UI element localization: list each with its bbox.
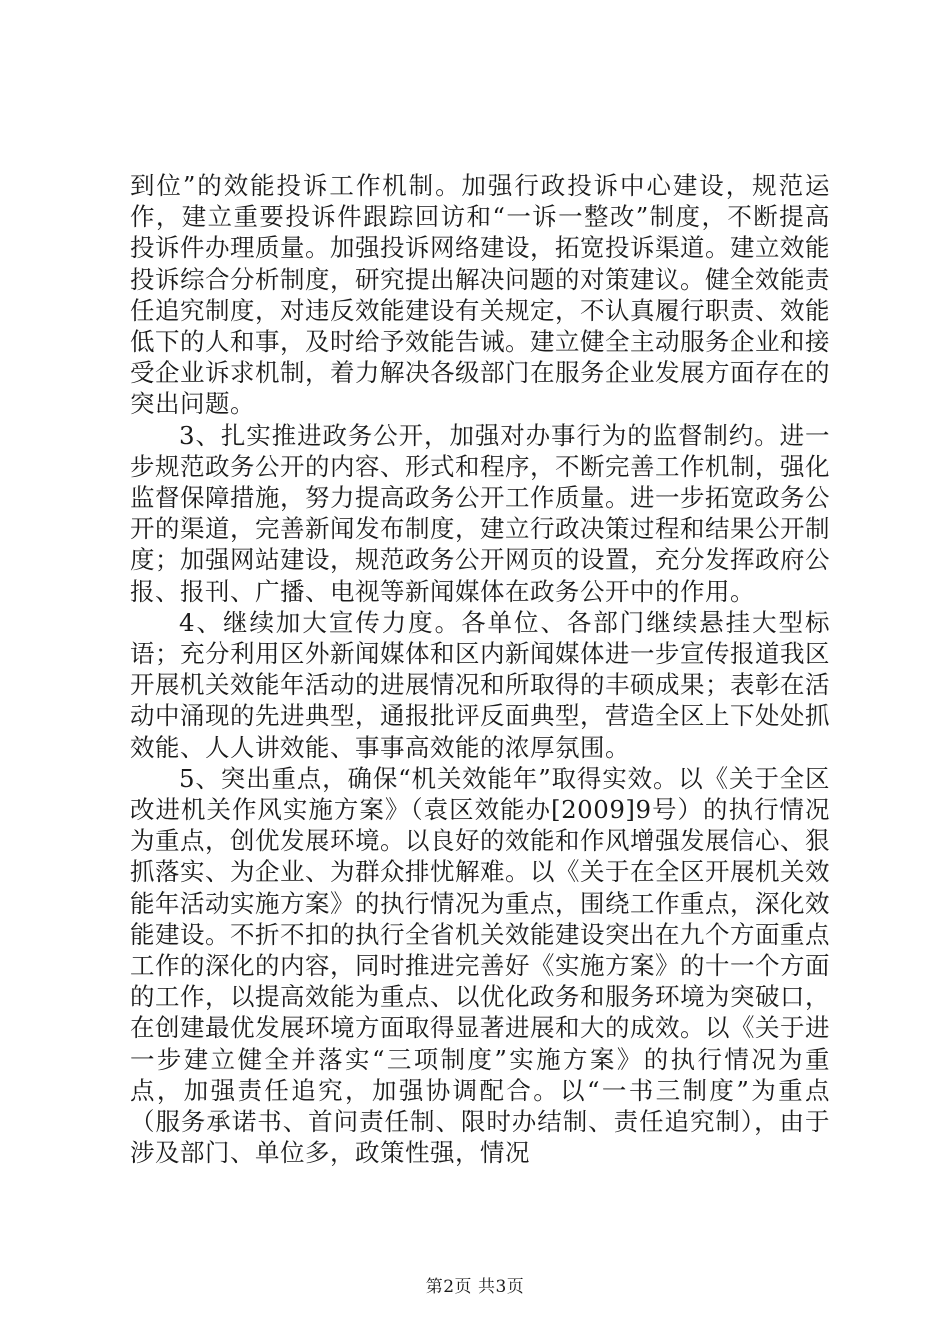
paragraph-continued: 到位”的效能投诉工作机制。加强行政投诉中心建设，规范运作，建立重要投诉件跟踪回访和“一诉一整改”制度，不断提高投诉件办理质量。加强投诉网络建设，拓宽投诉渠道。建立效能投诉综合分析制度，研究提出解决问题的对策建议。健全效能责任追究制度，对违反效能建设有关规定，不认真履行职责、效能低下的人和事，及时给予效能告诫。建立健全主动服务企业和接受企业诉求机制，着力解决各级部门在服务企业发展方面存在的突出问题。 [130, 171, 830, 419]
paragraph-item-5: 5、突出重点，确保“机关效能年”取得实效。以《关于全区改进机关作风实施方案》（袁区效能办[2009]9号）的执行情况为重点，创优发展环境。以良好的效能和作风增强发展信心、狠抓落实、为企业、为群众排忧解难。以《关于在全区开展机关效能年活动实施方案》的执行情况为重点，围绕工作重点，深化效能建设。不折不扣的执行全省机关效能建设突出在九个方面重点工作的深化的内容，同时推进完善好《实施方案》的十一个方面的工作，以提高效能为重点、以优化政务和服务环境为突破口，在创建最优发展环境方面取得显著进展和大的成效。以《关于进一步建立健全并落实“三项制度”实施方案》的执行情况为重点，加强责任追究，加强协调配合。以“一书三制度”为重点（服务承诺书、首问责任制、限时办结制、责任追究制），由于涉及部门、单位多，政策性强，情况 [130, 763, 830, 1168]
paragraph-item-4: 4、继续加大宣传力度。各单位、各部门继续悬挂大型标语；充分利用区外新闻媒体和区内新闻媒体进一步宣传报道我区开展机关效能年活动的进展情况和所取得的丰硕成果；表彰在活动中涌现的先进典型，通报批评反面典型，营造全区上下处处抓效能、人人讲效能、事事高效能的浓厚氛围。 [130, 607, 830, 762]
paragraph-item-3: 3、扎实推进政务公开，加强对办事行为的监督制约。进一步规范政务公开的内容、形式和程序，不断完善工作机制，强化监督保障措施，努力提高政务公开工作质量。进一步拓宽政务公开的渠道，完善新闻发布制度，建立行政决策过程和结果公开制度；加强网站建设，规范政务公开网页的设置，充分发挥政府公报、报刊、广播、电视等新闻媒体在政务公开中的作用。 [130, 420, 830, 606]
page-number-footer: 第2页 共3页 [425, 1277, 525, 1297]
document-body [130, 170, 830, 1169]
